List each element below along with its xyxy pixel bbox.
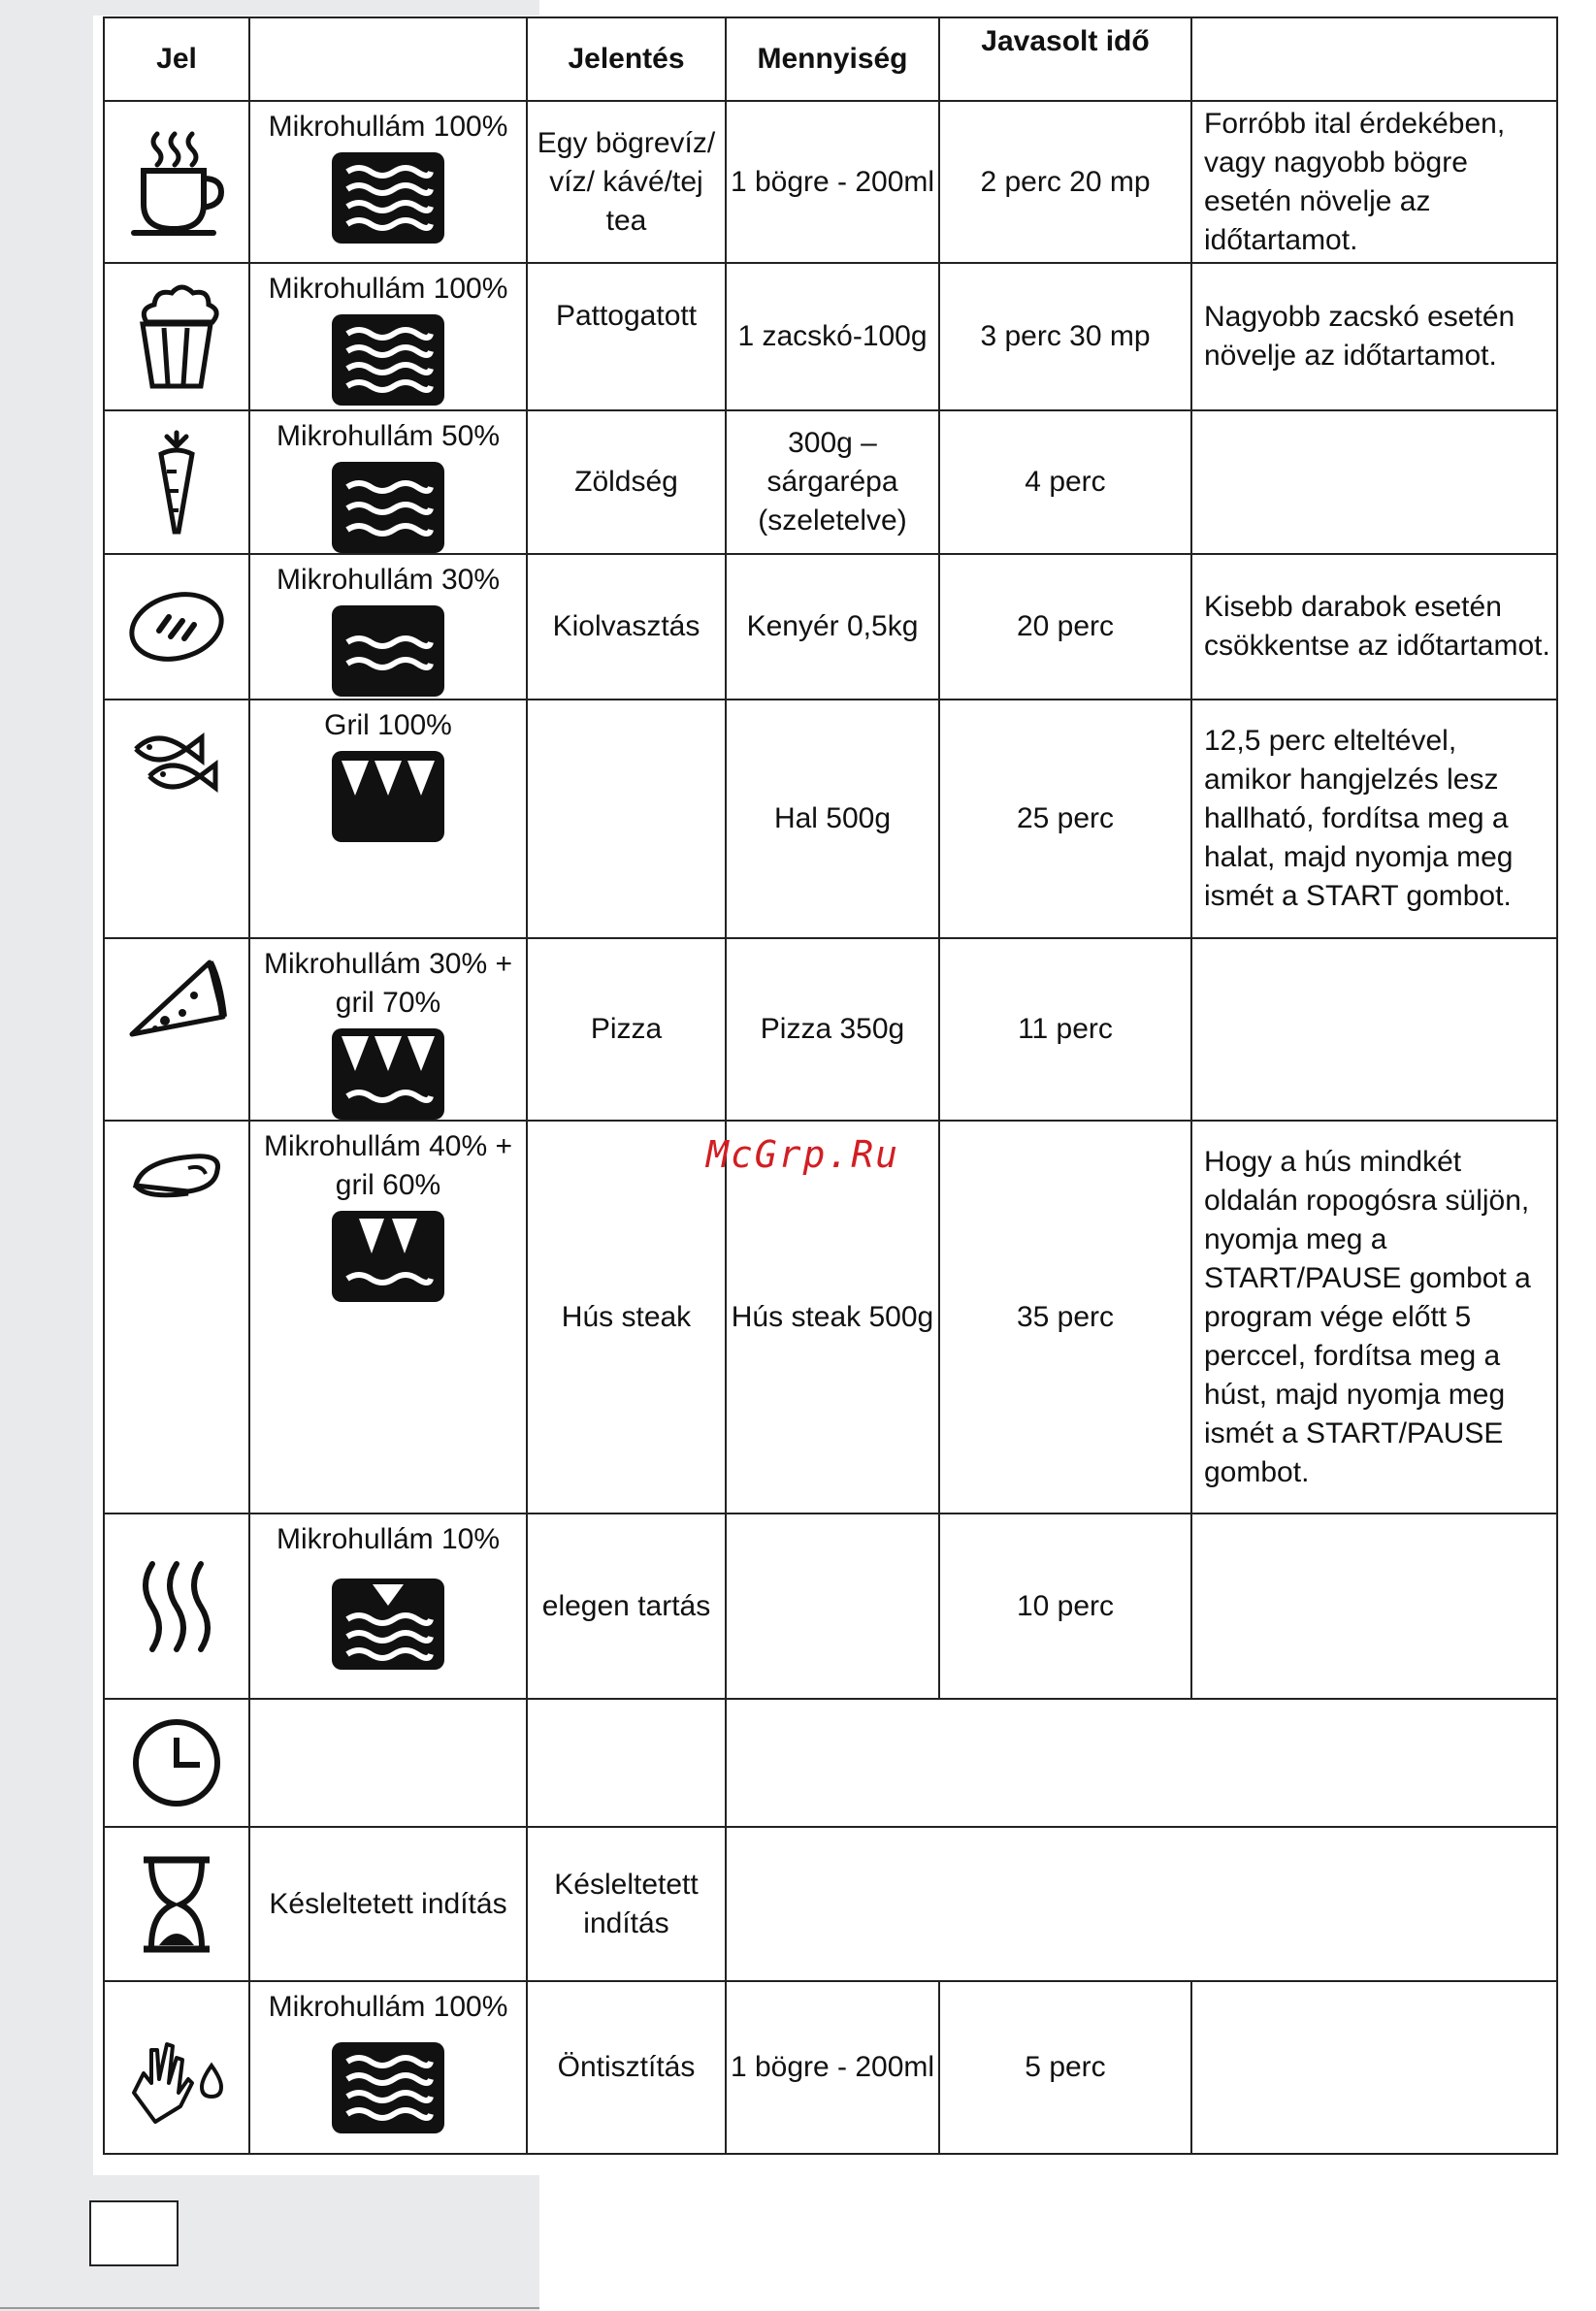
notes-cell	[1191, 410, 1557, 554]
time-cell: 11 perc	[939, 938, 1191, 1121]
mode-label: Mikrohullám 30% + gril 70%	[264, 948, 512, 1019]
top-margin-band	[93, 0, 539, 16]
notes-cell: Nagyobb zacskó esetén növelje az időtartamot.	[1191, 263, 1557, 410]
combi-grill-microwave-icon	[332, 1028, 444, 1120]
mode-label: Mikrohullám 50%	[276, 420, 501, 452]
meaning-cell: Pizza	[527, 938, 726, 1121]
header-symbol: Jel	[104, 17, 249, 101]
symbol-cell	[104, 1981, 249, 2154]
combi-grill-microwave-icon	[332, 1211, 444, 1302]
bottom-rule	[0, 2307, 539, 2309]
watermark: McGrp.Ru	[706, 1133, 900, 1176]
mode-cell	[249, 1981, 527, 2154]
mode-cell	[249, 938, 527, 1121]
table-row	[104, 263, 1557, 410]
mode-label: Mikrohullám 100%	[268, 1991, 508, 2023]
table-row	[104, 554, 1557, 700]
microwave-full-icon	[332, 2042, 444, 2133]
symbol-cell	[104, 554, 249, 700]
table-row	[104, 1827, 1557, 1981]
carrot-icon	[147, 429, 206, 536]
meaning-cell	[527, 700, 726, 938]
table-row	[104, 1514, 1557, 1699]
meaning-cell: Kiolvasztás	[527, 554, 726, 700]
mode-cell	[249, 700, 527, 938]
hourglass-icon	[138, 1856, 215, 1953]
header-time: Javasolt idő	[939, 17, 1191, 101]
meaning-cell	[527, 1699, 726, 1827]
header-mode	[249, 17, 527, 101]
notes-cell: Hogy a hús mindkét oldalán ropogósra süljön, nyomja meg a START/PAUSE gombot a program vége előtt 5 perccel, fordítsa meg a húst, majd nyomja meg ismét a START/PAUSE gombot.	[1191, 1121, 1557, 1514]
program-table	[103, 16, 1558, 2155]
symbol-cell	[104, 938, 249, 1121]
microwave-full-icon	[332, 314, 444, 406]
quantity-cell: 1 bögre - 200ml	[726, 101, 939, 263]
quantity-cell: 1 zacskó-100g	[726, 263, 939, 410]
mode-cell	[249, 1121, 527, 1514]
merged-cell	[726, 1699, 1557, 1827]
header-quantity: Mennyiség	[726, 17, 939, 101]
bottom-margin-band	[0, 2175, 539, 2311]
quantity-cell: Hús steak 500g	[726, 1121, 939, 1514]
symbol-cell	[104, 1827, 249, 1981]
mode-label: Mikrohullám 30%	[276, 564, 501, 596]
mode-label: Mikrohullám 100%	[268, 111, 508, 143]
table-row	[104, 938, 1557, 1121]
meaning-cell: Zöldség	[527, 410, 726, 554]
notes-cell	[1191, 1514, 1557, 1699]
mode-label: Gril 100%	[324, 709, 452, 741]
mode-label: Mikrohullám 100%	[268, 273, 508, 305]
time-cell: 4 perc	[939, 410, 1191, 554]
table-row	[104, 101, 1557, 263]
mode-cell	[249, 1514, 527, 1699]
quantity-cell: Pizza 350g	[726, 938, 939, 1121]
time-cell: 35 perc	[939, 1121, 1191, 1514]
left-margin-band	[0, 0, 93, 2311]
symbol-cell	[104, 1121, 249, 1514]
mode-cell	[249, 263, 527, 410]
popcorn-icon	[133, 283, 220, 390]
quantity-cell: 1 bögre - 200ml	[726, 1981, 939, 2154]
meaning-cell: Öntisztítás	[527, 1981, 726, 2154]
notes-cell: 12,5 perc elteltével, amikor hangjelzés lesz hallható, fordítsa meg a halat, majd nyomja meg ismét a START gombot.	[1191, 700, 1557, 938]
table-row	[104, 700, 1557, 938]
symbol-cell	[104, 410, 249, 554]
symbol-cell	[104, 1514, 249, 1699]
merged-cell	[726, 1827, 1557, 1981]
table-row	[104, 1121, 1557, 1514]
header-meaning: Jelentés	[527, 17, 726, 101]
mode-label: Mikrohullám 10%	[276, 1523, 501, 1555]
meaning-cell: Hús steak	[527, 1121, 726, 1514]
cleaning-hand-icon	[126, 2031, 227, 2128]
steak-icon	[130, 1151, 223, 1209]
notes-cell: Kisebb darabok esetén csökkentse az időtartamot.	[1191, 554, 1557, 700]
table-row	[104, 410, 1557, 554]
clock-icon	[130, 1716, 223, 1809]
time-cell: 10 perc	[939, 1514, 1191, 1699]
keep-warm-icon	[332, 1579, 444, 1670]
time-cell: 5 perc	[939, 1981, 1191, 2154]
steam-icon	[133, 1558, 220, 1655]
mode-cell	[249, 554, 527, 700]
notes-cell: Forróbb ital érdekében, vagy nagyobb bögre esetén növelje az időtartamot.	[1191, 101, 1557, 263]
table-row	[104, 1981, 1557, 2154]
meaning-cell: Egy bögrevíz/ víz/ kávé/tej tea	[527, 101, 726, 263]
symbol-cell	[104, 101, 249, 263]
table-row	[104, 1699, 1557, 1827]
microwave-full-icon	[332, 152, 444, 244]
quantity-cell: 300g – sárgarépa (szeletelve)	[726, 410, 939, 554]
mode-cell	[249, 1699, 527, 1827]
microwave-low-icon	[332, 605, 444, 697]
notes-cell	[1191, 938, 1557, 1121]
mode-cell	[249, 410, 527, 554]
notes-cell	[1191, 1981, 1557, 2154]
symbol-cell	[104, 263, 249, 410]
mode-cell: Késleltetett indítás	[249, 1827, 527, 1981]
hot-cup-icon	[128, 124, 225, 241]
symbol-cell	[104, 700, 249, 938]
grill-icon	[332, 751, 444, 842]
microwave-medium-icon	[332, 462, 444, 553]
page-number-box	[89, 2200, 179, 2266]
fish-icon	[130, 728, 223, 796]
table-header-row	[104, 17, 1557, 101]
meaning-cell: Késleltetett indítás	[527, 1827, 726, 1981]
symbol-cell	[104, 1699, 249, 1827]
time-cell: 2 perc 20 mp	[939, 101, 1191, 263]
time-cell: 20 perc	[939, 554, 1191, 700]
header-notes	[1191, 17, 1557, 101]
pizza-icon	[126, 957, 227, 1040]
quantity-cell: Kenyér 0,5kg	[726, 554, 939, 700]
quantity-cell: Hal 500g	[726, 700, 939, 938]
meaning-cell: Pattogatott	[527, 263, 726, 410]
meaning-cell: elegen tartás	[527, 1514, 726, 1699]
quantity-cell	[726, 1514, 939, 1699]
mode-label: Mikrohullám 40% + gril 60%	[264, 1130, 512, 1201]
bread-icon	[126, 588, 227, 666]
time-cell: 25 perc	[939, 700, 1191, 938]
time-cell: 3 perc 30 mp	[939, 263, 1191, 410]
mode-cell	[249, 101, 527, 263]
